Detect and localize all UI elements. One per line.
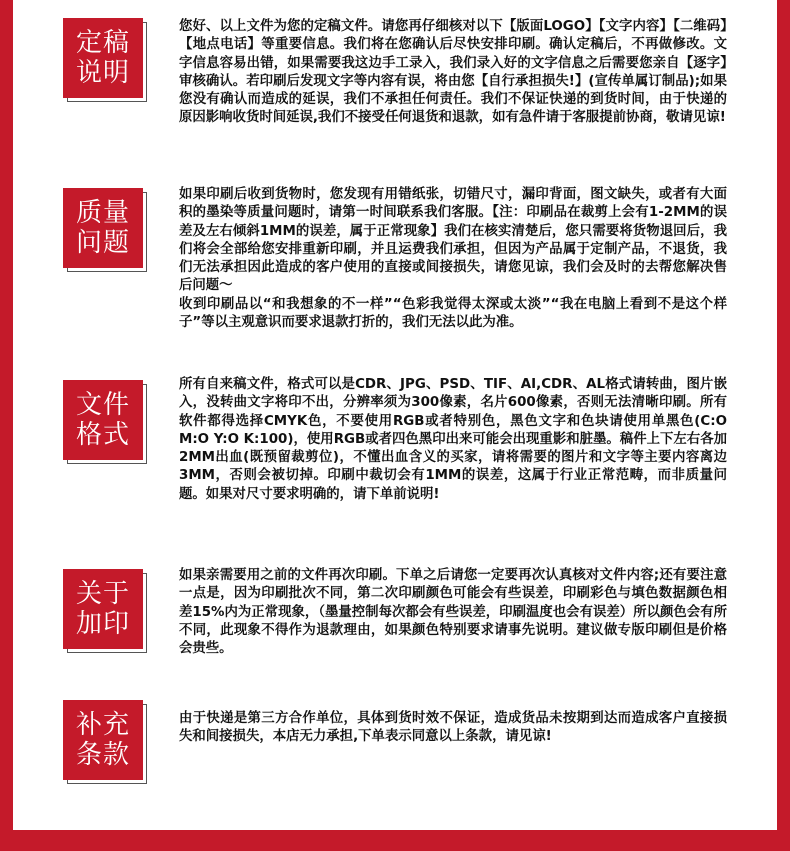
badge-line-2: 说明 xyxy=(75,58,130,88)
section-badge-label xyxy=(63,380,143,460)
badge-line-1: 关于 xyxy=(75,579,130,609)
section-body-text: 由于快递是第三方合作单位，具体到货时效不保证，造成货品未按期到达而造成客户直接损失和间接损失，本店无力承担,下单表示同意以上条款，请见谅! xyxy=(179,711,727,745)
section-badge xyxy=(63,700,143,780)
badge-line-2: 加印 xyxy=(75,609,130,639)
section-badge xyxy=(63,380,143,460)
section-body-text: 所有自来稿文件，格式可以是CDR、JPG、PSD、TIF、AI,CDR、AL格式请转曲，图片嵌入，没转曲文字将印不出，分辨率须为300像素，名片600像素，否则无法清晰印刷。所有软件都得选择CMYK色，不要使用RGB或者特别色，黑色文字和色块请使用单黑色(C:O M:O Y:O K:100)，使用RGB或者四色黑印出来可能会出现重影和脏墨。稿件上下左右各加2MM出血(既预留裁剪位)，不懂出血含义的买家，请将需要的图片和文字等主要内容离边3MM，否则会被切掉。印刷中裁切会有1MM的误差，这属于行业正常范畴，而非质量问题。如果对尺寸要求明确的，请下单前说明! xyxy=(179,377,727,502)
section-badge xyxy=(63,569,143,649)
section-badge-label xyxy=(63,188,143,268)
section-badge-label xyxy=(63,700,143,780)
section-badge xyxy=(63,18,143,98)
section-badge xyxy=(63,188,143,268)
badge-line-2: 问题 xyxy=(75,228,130,258)
section-badge-label xyxy=(63,18,143,98)
badge-line-1: 定稿 xyxy=(75,28,130,58)
badge-line-2: 条款 xyxy=(75,740,130,770)
badge-line-2: 格式 xyxy=(75,420,130,450)
badge-line-1: 文件 xyxy=(75,390,130,420)
section-body-text: 如果印刷后收到货物时，您发现有用错纸张，切错尺寸，漏印背面，图文缺失，或者有大面积的墨染等质量问题时，请第一时间联系我们客服。【注：印刷品在裁剪上会有1-2MM的误差及左右倾斜1MM的误差，属于正常现象】我们在核实清楚后，您只需要将货物退回后，我们将会全部给您安排重新印刷，并且运费我们承担，但因为产品属于定制产品，不退货，我们无法承担因此造成的客户使用的直接或间接损失，请您见谅，我们会及时的去帮您解决售后问题～ 收到印刷品以“和我想象的不一样”“色彩我觉得太深或太淡”“我在电脑上看到不是这个样子”等以主观意识而要求退款打折的，我们无法以此为准。 xyxy=(179,187,727,331)
content-panel xyxy=(13,0,777,830)
badge-line-1: 补充 xyxy=(75,710,130,740)
section-body-text: 您好、以上文件为您的定稿文件。请您再仔细核对以下【版面LOGO】【文字内容】【二维码】【地点电话】等重要信息。我们将在您确认后尽快安排印刷。确认定稿后，不再做修改。文字信息容易出错，如果需要我这边手工录入，我们录入好的文字信息之后需要您亲自【逐字】审核确认。若印刷后发现文字等内容有误，将由您【自行承担损失!】(宣传单属订制品);如果您没有确认而造成的延误，我们不承担任何责任。我们不保证快递的到货时间，由于快递的原因影响收货时间延误,我们不接受任何退货和退款，如有急件请于客服提前协商，敬请见谅! xyxy=(179,19,727,126)
section-body-text: 如果亲需要用之前的文件再次印刷。下单之后请您一定要再次认真核对文件内容;还有要注意一点是，因为印刷批次不同，第二次印刷颜色可能会有些误差，印刷彩色与填色数据颜色相差15%内为正常现象，（墨量控制每次都会有些误差，印刷温度也会有误差）所以颜色会有所不同，此现象不得作为退款理由，如果颜色特别要求请事先说明。建议做专版印刷但是价格会贵些。 xyxy=(179,568,727,657)
badge-line-1: 质量 xyxy=(75,198,130,228)
section-badge-label xyxy=(63,569,143,649)
